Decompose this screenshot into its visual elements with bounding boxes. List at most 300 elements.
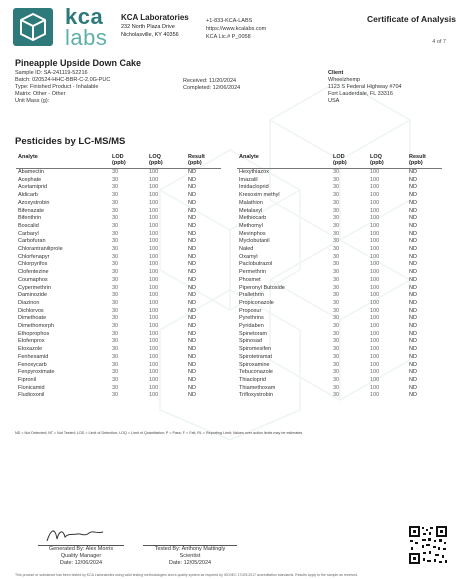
client-info: [328, 70, 402, 105]
lod-cell: 30: [112, 261, 119, 268]
table-row: [237, 346, 442, 354]
lod-cell: 30: [112, 376, 119, 383]
table-row: [16, 169, 221, 177]
analyte-cell: Methomyl: [239, 222, 263, 229]
table-row: [16, 246, 221, 254]
result-cell: ND: [188, 369, 196, 376]
result-cell: ND: [409, 315, 417, 322]
result-cell: ND: [409, 230, 417, 237]
analyte-cell: Pyrethrins: [239, 315, 264, 322]
loq-cell: 100: [370, 284, 380, 291]
analyte-cell: Paclobutrazol: [239, 261, 273, 268]
table-row: [16, 392, 221, 400]
lod-cell: 30: [333, 292, 340, 299]
table-row: [16, 208, 221, 216]
result-cell: ND: [188, 307, 196, 314]
result-cell: ND: [409, 199, 417, 206]
result-cell: ND: [188, 323, 196, 330]
result-cell: ND: [188, 338, 196, 345]
table-row: [16, 315, 221, 323]
analyte-cell: Ethoprophos: [18, 330, 50, 337]
col-result: Result (ppb): [407, 154, 442, 169]
table-header-row: [237, 154, 442, 169]
table-row: [237, 354, 442, 362]
table-row: [237, 323, 442, 331]
loq-cell: 100: [149, 207, 159, 214]
analyte-cell: Oxamyl: [239, 253, 258, 260]
lod-cell: 30: [112, 215, 119, 222]
document-title: Certificate of Analysis: [367, 14, 456, 24]
lod-cell: 30: [112, 176, 119, 183]
loq-cell: 100: [370, 299, 380, 306]
result-cell: ND: [188, 215, 196, 222]
loq-cell: 100: [149, 361, 159, 368]
analyte-cell: Prallethrin: [239, 292, 264, 299]
client-name: Wheelzhemp: [328, 77, 361, 83]
analyte-cell: Piperonyl Butoxide: [239, 284, 285, 291]
loq-cell: 100: [149, 261, 159, 268]
lod-cell: 30: [112, 392, 119, 399]
result-cell: ND: [188, 284, 196, 291]
result-cell: ND: [409, 284, 417, 291]
analyte-cell: Spiromesifen: [239, 346, 272, 353]
result-cell: ND: [409, 169, 417, 175]
analyte-cell: Pyridaben: [239, 323, 264, 330]
loq-cell: 100: [370, 276, 380, 283]
table-row: [16, 308, 221, 316]
result-cell: ND: [188, 199, 196, 206]
loq-cell: 100: [149, 299, 159, 306]
lod-cell: 30: [112, 384, 119, 391]
result-cell: ND: [409, 376, 417, 383]
table-row: [16, 385, 221, 393]
result-cell: ND: [188, 299, 196, 306]
lod-cell: 30: [333, 307, 340, 314]
analyte-cell: Diazinon: [18, 299, 40, 306]
result-cell: ND: [188, 346, 196, 353]
analyte-cell: Chlorantraniliprole: [18, 246, 63, 253]
lab-address-1: 232 North Plaza Drive: [121, 23, 175, 30]
analyte-cell: Bifenazate: [18, 207, 44, 214]
table-row: [16, 323, 221, 331]
table-row: [237, 269, 442, 277]
lod-cell: 30: [333, 369, 340, 376]
lab-info: [121, 14, 189, 40]
result-cell: ND: [188, 276, 196, 283]
lod-cell: 30: [333, 176, 340, 183]
result-cell: ND: [188, 192, 196, 199]
result-cell: ND: [409, 346, 417, 353]
lod-cell: 30: [333, 330, 340, 337]
lod-cell: 30: [333, 353, 340, 360]
result-cell: ND: [188, 238, 196, 245]
result-cell: ND: [188, 330, 196, 337]
result-cell: ND: [188, 176, 196, 183]
lod-cell: 30: [333, 361, 340, 368]
loq-cell: 100: [149, 230, 159, 237]
analyte-cell: Permethrin: [239, 269, 266, 276]
lod-cell: 30: [112, 276, 119, 283]
loq-cell: 100: [149, 276, 159, 283]
client-label: Client: [328, 70, 344, 76]
lod-cell: 30: [112, 330, 119, 337]
sample-id: Sample ID: SA-241119-52216: [15, 70, 88, 76]
result-cell: ND: [409, 369, 417, 376]
analyte-cell: Chlorfenapyr: [18, 253, 50, 260]
analyte-cell: Etoxazole: [18, 346, 43, 353]
loq-cell: 100: [370, 253, 380, 260]
analyte-cell: Abamectin: [18, 169, 44, 175]
result-cell: ND: [188, 292, 196, 299]
lod-cell: 30: [333, 215, 340, 222]
result-cell: ND: [409, 261, 417, 268]
result-cell: ND: [409, 222, 417, 229]
table-row: [237, 362, 442, 370]
lod-cell: 30: [333, 222, 340, 229]
result-cell: ND: [409, 215, 417, 222]
tested-date: Date: 12/05/2024: [168, 560, 212, 566]
table-row: [16, 377, 221, 385]
result-cell: ND: [409, 323, 417, 330]
analyte-cell: Fludioxonil: [18, 392, 45, 399]
result-cell: ND: [409, 353, 417, 360]
analyte-cell: Coumaphos: [18, 276, 48, 283]
result-cell: ND: [409, 292, 417, 299]
table-row: [16, 254, 221, 262]
loq-cell: 100: [149, 246, 159, 253]
loq-cell: 100: [149, 338, 159, 345]
lod-cell: 30: [112, 353, 119, 360]
loq-cell: 100: [149, 315, 159, 322]
loq-cell: 100: [370, 238, 380, 245]
result-cell: ND: [188, 353, 196, 360]
table-row: [237, 223, 442, 231]
result-cell: ND: [409, 176, 417, 183]
analyte-cell: Kresoxim methyl: [239, 192, 280, 199]
loq-cell: 100: [149, 169, 159, 175]
lab-website[interactable]: https://www.kcalabs.com: [206, 26, 267, 32]
analyte-cell: Spirotetramat: [239, 353, 273, 360]
table-row: [16, 362, 221, 370]
result-cell: ND: [409, 307, 417, 314]
loq-cell: 100: [149, 369, 159, 376]
loq-cell: 100: [149, 392, 159, 399]
lod-cell: 30: [112, 361, 119, 368]
matrix: Matrix: Other - Other: [15, 91, 66, 97]
analyte-cell: Bifenthrin: [18, 215, 42, 222]
table-row: [237, 315, 442, 323]
table-row: [237, 261, 442, 269]
result-cell: ND: [409, 269, 417, 276]
loq-cell: 100: [370, 384, 380, 391]
lod-cell: 30: [333, 253, 340, 260]
generated-by-block: [38, 545, 124, 567]
result-cell: ND: [188, 169, 196, 175]
loq-cell: 100: [370, 230, 380, 237]
loq-cell: 100: [370, 369, 380, 376]
table-row: [237, 369, 442, 377]
lod-cell: 30: [333, 299, 340, 306]
analyte-cell: Daminozide: [18, 292, 48, 299]
lod-cell: 30: [112, 253, 119, 260]
received-date: Received: 11/20/2024: [183, 78, 237, 84]
analyte-cell: Myclobutanil: [239, 238, 270, 245]
lod-cell: 30: [112, 299, 119, 306]
logo-text-kca: kca: [65, 4, 104, 29]
result-cell: ND: [409, 184, 417, 191]
table-row: [16, 177, 221, 185]
lod-cell: 30: [333, 338, 340, 345]
table-row: [16, 277, 221, 285]
analyte-cell: Dimethoate: [18, 315, 47, 322]
lod-cell: 30: [112, 246, 119, 253]
batch: Batch: 020524-HHC-BBR-C-2.0G-PUC: [15, 77, 111, 83]
loq-cell: 100: [370, 192, 380, 199]
result-cell: ND: [188, 246, 196, 253]
analyte-cell: Imidacloprid: [239, 184, 269, 191]
result-cell: ND: [409, 276, 417, 283]
table-row: [237, 192, 442, 200]
loq-cell: 100: [370, 246, 380, 253]
generated-by: Generated By: Alex Morris: [48, 546, 114, 552]
analyte-cell: Methiocarb: [239, 215, 267, 222]
result-cell: ND: [188, 184, 196, 191]
result-cell: ND: [409, 392, 417, 399]
table-row: [237, 231, 442, 239]
generated-title: Quality Manager: [60, 553, 102, 559]
analyte-cell: Imazalil: [239, 176, 258, 183]
col-lod: LOD (ppb): [331, 154, 368, 169]
lod-cell: 30: [112, 315, 119, 322]
lab-license: KCA Lic.# P_0058: [206, 34, 251, 40]
loq-cell: 100: [370, 199, 380, 206]
table-row: [237, 169, 442, 177]
result-cell: ND: [188, 384, 196, 391]
lod-cell: 30: [112, 338, 119, 345]
result-cell: ND: [188, 207, 196, 214]
lod-cell: 30: [333, 323, 340, 330]
lod-cell: 30: [112, 169, 119, 175]
col-analyte: Analyte: [237, 154, 331, 169]
loq-cell: 100: [370, 269, 380, 276]
lod-cell: 30: [333, 346, 340, 353]
section-title: Pesticides by LC-MS/MS: [15, 136, 126, 147]
table-row: [237, 184, 442, 192]
table-row: [16, 346, 221, 354]
table-row: [237, 385, 442, 393]
analyte-cell: Carbofuran: [18, 238, 46, 245]
lod-cell: 30: [333, 392, 340, 399]
loq-cell: 100: [149, 330, 159, 337]
result-cell: ND: [188, 392, 196, 399]
loq-cell: 100: [370, 307, 380, 314]
table-row: [237, 308, 442, 316]
loq-cell: 100: [370, 315, 380, 322]
col-lod: LOD (ppb): [110, 154, 147, 169]
lod-cell: 30: [333, 199, 340, 206]
result-cell: ND: [409, 253, 417, 260]
result-cell: ND: [409, 384, 417, 391]
analyte-cell: Acephate: [18, 176, 42, 183]
loq-cell: 100: [370, 376, 380, 383]
lod-cell: 30: [112, 199, 119, 206]
tested-title: Scientist: [179, 553, 201, 559]
lod-cell: 30: [112, 230, 119, 237]
loq-cell: 100: [149, 384, 159, 391]
analyte-cell: Thiacloprid: [239, 376, 266, 383]
result-cell: ND: [188, 269, 196, 276]
analyte-cell: Boscalid: [18, 222, 39, 229]
lod-cell: 30: [112, 346, 119, 353]
analyte-cell: Azoxystrobin: [18, 199, 50, 206]
table-row: [16, 261, 221, 269]
result-cell: ND: [188, 361, 196, 368]
lod-cell: 30: [333, 192, 340, 199]
table-row: [237, 331, 442, 339]
analyte-cell: Aldicarb: [18, 192, 38, 199]
kca-logo: [13, 6, 113, 50]
table-row: [237, 200, 442, 208]
page-indicator: 4 of 7: [432, 39, 446, 45]
table-row: [16, 369, 221, 377]
unit-mass: Unit Mass (g):: [15, 98, 50, 104]
lod-cell: 30: [112, 184, 119, 191]
lod-cell: 30: [112, 222, 119, 229]
analyte-cell: Propiconazole: [239, 299, 274, 306]
analyte-cell: Spinetoram: [239, 330, 268, 337]
result-cell: ND: [188, 253, 196, 260]
analyte-cell: Propoxur: [239, 307, 262, 314]
loq-cell: 100: [149, 376, 159, 383]
analyte-cell: Dichlorvos: [18, 307, 44, 314]
completed-date: Completed: 12/06/2024: [183, 85, 241, 91]
qr-code-icon[interactable]: [408, 525, 448, 565]
analyte-cell: Carbaryl: [18, 230, 39, 237]
result-cell: ND: [409, 207, 417, 214]
signature-image: [45, 525, 105, 545]
table-row: [16, 184, 221, 192]
footnote: ND = Not Detected; NT = Not Tested; LOD = Limit of Detection; LOQ = Limit of Quantitation; P = Pass; F = Fail; RL = Reporting Limit; Values over action limits may be estimates: [15, 431, 303, 435]
lod-cell: 30: [333, 269, 340, 276]
loq-cell: 100: [149, 346, 159, 353]
result-cell: ND: [409, 238, 417, 245]
result-cell: ND: [409, 299, 417, 306]
result-cell: ND: [409, 246, 417, 253]
loq-cell: 100: [370, 176, 380, 183]
pesticide-table-right: [237, 154, 442, 400]
table-row: [237, 392, 442, 400]
loq-cell: 100: [149, 269, 159, 276]
lod-cell: 30: [112, 307, 119, 314]
sample-info: [15, 70, 110, 105]
col-loq: LOQ (ppb): [147, 154, 186, 169]
analyte-cell: Tebuconazole: [239, 369, 273, 376]
table-row: [237, 208, 442, 216]
analyte-cell: Malathion: [239, 199, 263, 206]
loq-cell: 100: [370, 338, 380, 345]
result-cell: ND: [188, 222, 196, 229]
lod-cell: 30: [333, 315, 340, 322]
loq-cell: 100: [149, 184, 159, 191]
analyte-cell: Trifloxystrobin: [239, 392, 274, 399]
loq-cell: 100: [370, 330, 380, 337]
table-row: [237, 292, 442, 300]
table-row: [237, 338, 442, 346]
table-row: [16, 231, 221, 239]
table-row: [237, 246, 442, 254]
loq-cell: 100: [149, 176, 159, 183]
lod-cell: 30: [333, 184, 340, 191]
analyte-cell: Fenoxycarb: [18, 361, 47, 368]
lod-cell: 30: [333, 276, 340, 283]
analyte-cell: Cypermethrin: [18, 284, 52, 291]
table-row: [237, 377, 442, 385]
analyte-cell: Acetamiprid: [18, 184, 48, 191]
loq-cell: 100: [370, 392, 380, 399]
lod-cell: 30: [112, 192, 119, 199]
loq-cell: 100: [149, 307, 159, 314]
loq-cell: 100: [149, 215, 159, 222]
loq-cell: 100: [149, 284, 159, 291]
analyte-cell: Phosmet: [239, 276, 261, 283]
table-row: [237, 238, 442, 246]
table-row: [16, 338, 221, 346]
loq-cell: 100: [149, 292, 159, 299]
client-address-2: Fort Lauderdale, FL 33316: [328, 91, 393, 97]
col-loq: LOQ (ppb): [368, 154, 407, 169]
lod-cell: 30: [333, 207, 340, 214]
table-row: [16, 300, 221, 308]
result-cell: ND: [409, 192, 417, 199]
lod-cell: 30: [333, 238, 340, 245]
loq-cell: 100: [149, 238, 159, 245]
analyte-cell: Spiroxamine: [239, 361, 270, 368]
pesticide-table-left: [16, 154, 221, 400]
loq-cell: 100: [370, 361, 380, 368]
lod-cell: 30: [333, 376, 340, 383]
loq-cell: 100: [149, 353, 159, 360]
lab-contact: [206, 17, 266, 41]
table-row: [237, 215, 442, 223]
loq-cell: 100: [149, 192, 159, 199]
table-row: [16, 215, 221, 223]
bottom-disclaimer: This product or substance has been tested by KCA Laboratories using valid testing methodologies and a quality system as required by ISO/IEC 17025:2017 accreditation standards. Results apply to the sample as received.: [15, 573, 359, 577]
result-cell: ND: [188, 315, 196, 322]
lod-cell: 30: [112, 292, 119, 299]
lod-cell: 30: [112, 238, 119, 245]
loq-cell: 100: [370, 323, 380, 330]
analyte-cell: Mevinphos: [239, 230, 266, 237]
client-address-1: 1123 S Federal Highway #704: [328, 84, 402, 90]
lod-cell: 30: [112, 323, 119, 330]
loq-cell: 100: [370, 184, 380, 191]
analyte-cell: Naled: [239, 246, 254, 253]
sample-dates: [183, 78, 240, 92]
loq-cell: 100: [370, 215, 380, 222]
table-row: [16, 292, 221, 300]
lod-cell: 30: [112, 269, 119, 276]
loq-cell: 100: [370, 207, 380, 214]
tested-by: Tested By: Anthony Mattingly: [154, 546, 226, 552]
lod-cell: 30: [112, 284, 119, 291]
analyte-cell: Etofenprox: [18, 338, 45, 345]
lod-cell: 30: [333, 169, 340, 175]
analyte-cell: Hexythiazox: [239, 169, 269, 175]
lod-cell: 30: [112, 207, 119, 214]
result-cell: ND: [188, 230, 196, 237]
analyte-cell: Thiamethoxam: [239, 384, 276, 391]
logo-cube-icon: [13, 8, 57, 48]
